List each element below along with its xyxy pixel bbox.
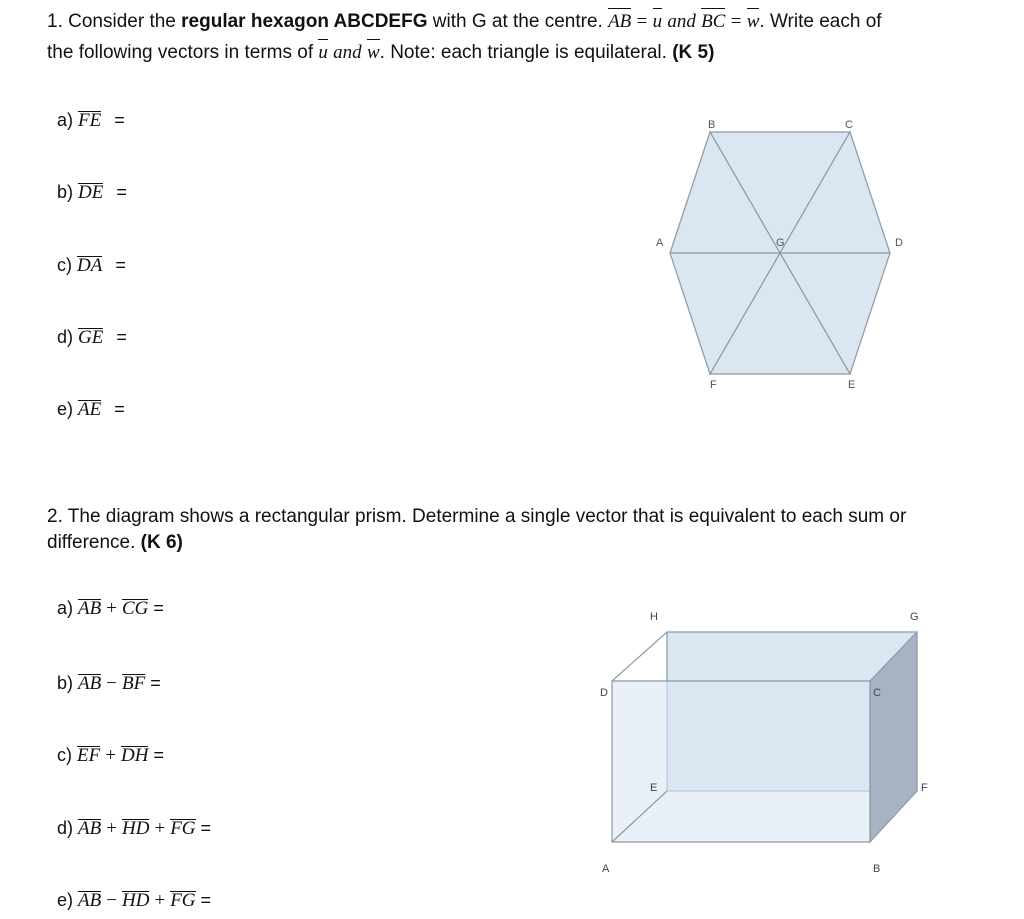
vector-w: w xyxy=(367,38,380,68)
vertex-label-e: E xyxy=(650,782,658,794)
item-label: c) xyxy=(57,255,72,275)
q1-marks: (K 5) xyxy=(672,42,715,63)
item-operator: − xyxy=(106,673,117,694)
item-vector: DE xyxy=(78,182,104,203)
edge-dh xyxy=(612,632,667,681)
q2-line2-text: difference. xyxy=(47,532,141,553)
q1-intro-line2 xyxy=(47,38,714,68)
and-word: and xyxy=(333,42,362,63)
equals-sign: = xyxy=(730,11,742,32)
item-equals: = xyxy=(153,745,164,765)
item-vector: BF xyxy=(122,673,146,694)
item-vector: DA xyxy=(77,255,103,276)
item-vector: AB xyxy=(78,890,102,911)
item-equals: = xyxy=(114,110,125,130)
q1-item-e xyxy=(57,399,125,421)
item-label: b) xyxy=(57,182,74,202)
q2-item-e xyxy=(57,890,211,912)
item-equals: = xyxy=(150,673,161,693)
q1-intro-bold: regular hexagon ABCDEFG xyxy=(181,11,428,32)
vector-u: u xyxy=(653,7,663,37)
vertex-label-d: D xyxy=(895,237,903,249)
item-equals: = xyxy=(114,399,125,419)
item-equals: = xyxy=(200,890,212,910)
vertex-label-b: B xyxy=(708,119,716,131)
item-vector: CG xyxy=(122,598,149,619)
item-vector: AB xyxy=(78,818,102,839)
equals-sign: = xyxy=(636,11,648,32)
item-vector: FE xyxy=(78,110,102,131)
item-vector: EF xyxy=(77,745,101,766)
q1-intro-mid: with G at the centre. xyxy=(427,11,609,32)
q2-item-c xyxy=(57,745,164,767)
hexagon-diagram xyxy=(640,110,930,395)
item-label: e) xyxy=(57,399,74,419)
item-operator: + xyxy=(105,745,116,766)
q1-line2-pre: the following vectors in terms of xyxy=(47,42,319,63)
vertex-label-e: E xyxy=(848,379,856,391)
item-vector: AE xyxy=(78,399,102,420)
q1-item-c xyxy=(57,255,126,277)
vector-u: u xyxy=(318,38,328,68)
item-operator: + xyxy=(106,598,117,619)
q2-item-a xyxy=(57,598,164,620)
item-vector: HD xyxy=(122,818,150,839)
q2-marks: (K 6) xyxy=(140,532,183,553)
item-vector: FG xyxy=(170,890,196,911)
item-label: c) xyxy=(57,745,72,765)
vector-w: w xyxy=(747,7,760,37)
item-operator: + xyxy=(154,890,166,911)
vertex-label-g: G xyxy=(910,611,919,623)
item-label: a) xyxy=(57,598,74,618)
item-label: e) xyxy=(57,890,74,910)
q1-item-d xyxy=(57,327,127,349)
vertex-label-c: C xyxy=(845,119,853,131)
item-operator: + xyxy=(106,818,117,839)
q2-line1: 2. The diagram shows a rectangular prism. Determine a single vector that is equivalent to each sum or xyxy=(47,506,907,527)
vector-bc: BC xyxy=(701,7,725,37)
q2-line2 xyxy=(47,530,906,556)
vertex-label-g: G xyxy=(776,237,785,249)
q2-intro xyxy=(47,504,906,556)
item-vector: AB xyxy=(78,673,102,694)
vector-ab: AB xyxy=(608,7,631,37)
vertex-label-a: A xyxy=(656,237,664,249)
q1-intro xyxy=(47,7,882,37)
q1-intro-post: . Write each of xyxy=(759,11,882,32)
q1-item-a xyxy=(57,110,125,132)
item-vector: GE xyxy=(78,327,104,348)
q1-item-b xyxy=(57,182,127,204)
item-vector: DH xyxy=(120,745,149,766)
prism-diagram xyxy=(590,605,940,885)
prism-front-face xyxy=(612,681,870,842)
item-equals: = xyxy=(116,327,127,347)
item-operator: − xyxy=(106,890,117,911)
q1-line2-post: . Note: each triangle is equilateral. xyxy=(379,42,667,63)
vertex-label-c: C xyxy=(873,687,881,699)
item-label: a) xyxy=(57,110,74,130)
vertex-label-f: F xyxy=(710,379,717,391)
item-operator: + xyxy=(154,818,166,839)
item-equals: = xyxy=(116,182,127,202)
item-equals: = xyxy=(115,255,126,275)
vertex-label-a: A xyxy=(602,863,610,875)
item-equals: = xyxy=(153,598,164,618)
item-vector: HD xyxy=(122,890,150,911)
item-label: b) xyxy=(57,673,74,693)
q1-intro-pre: 1. Consider the xyxy=(47,11,182,32)
item-equals: = xyxy=(200,818,212,838)
item-label: d) xyxy=(57,818,74,838)
item-vector: FG xyxy=(170,818,196,839)
vertex-label-d: D xyxy=(600,687,608,699)
q2-item-d xyxy=(57,818,211,840)
and-word: and xyxy=(667,11,696,32)
q2-item-b xyxy=(57,673,161,695)
item-label: d) xyxy=(57,327,74,347)
item-vector: AB xyxy=(78,598,102,619)
vertex-label-f: F xyxy=(921,782,928,794)
vertex-label-b: B xyxy=(873,863,881,875)
vertex-label-h: H xyxy=(650,611,658,623)
